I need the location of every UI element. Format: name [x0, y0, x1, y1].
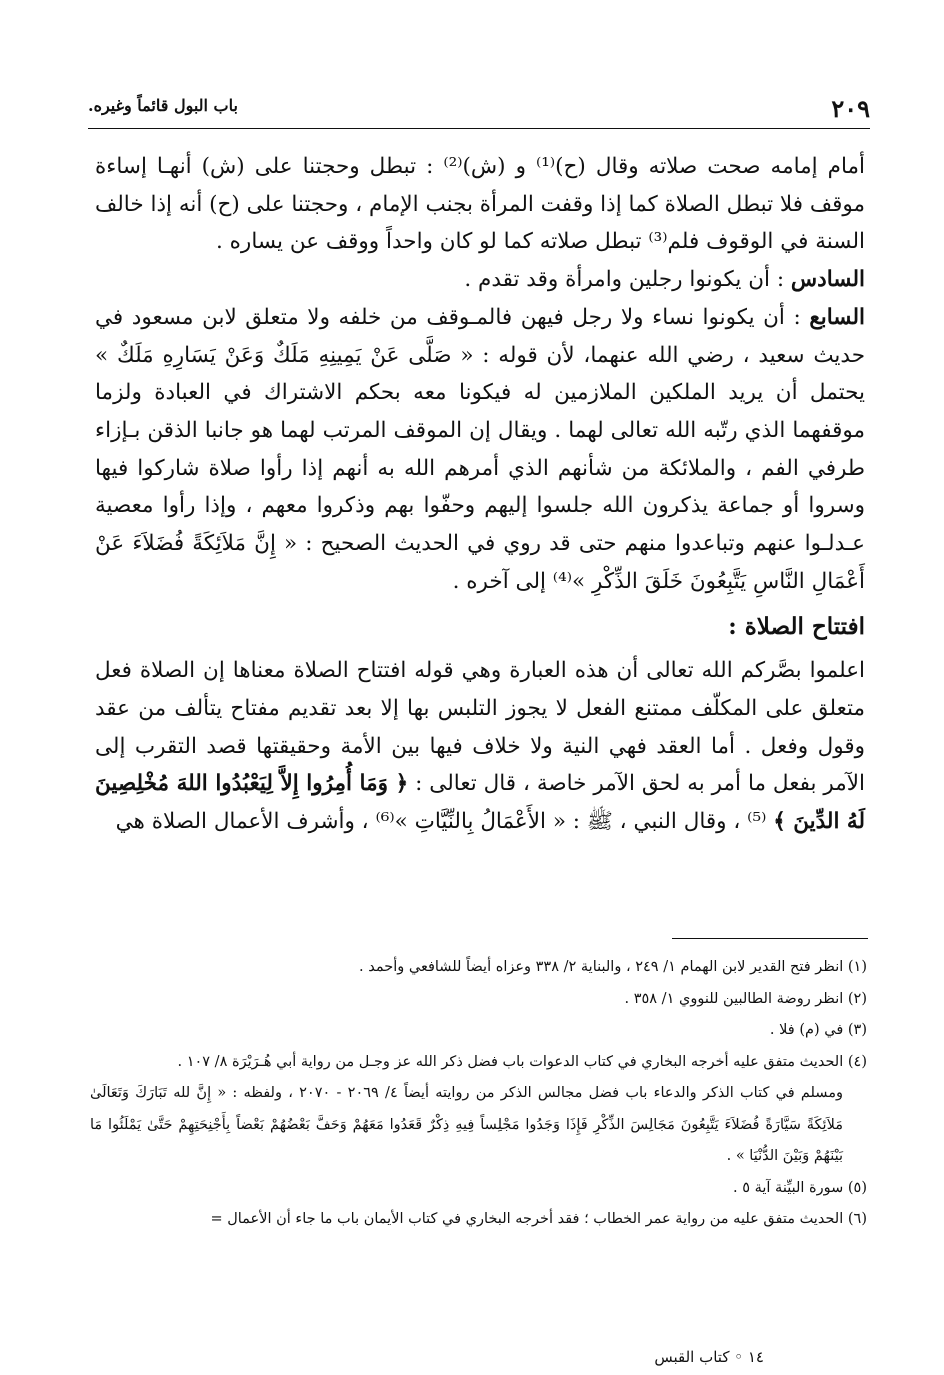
footnote-2: (٢) انظر روضة الطالبين للنووي ١/ ٣٥٨ . — [624, 990, 867, 1007]
paragraph-1: أمام إمامه صحت صلاته وقال (ح)⁽¹⁾ و (ش)⁽²⁾ : تبطل وحجتنا على (ش) أنهـا إساءة موقف فلا تبطل الصلاة كما إذا وقفت المرأة بجنب الإمام ، وحجتنا على (ح) أنه إذا خالف السنة في الوقوف فلم⁽³⁾ تبطل صلاته كما لو كان واحداً ووقف عن يساره . — [95, 154, 865, 255]
paragraph-3-text: : أن يكونوا نساء ولا رجل فيهن فالمـوقف من خلفه ولا متعلق لابن مسعود في حديث سعيد ، رضي الله عنهما، لأن قوله : « صَلَّى عَنْ يَمِينِهِ مَلَكٌ وَعَنْ يَسَارِهِ مَلَكٌ » يحتمل أن يريد الملكين الملازمين له فيكونا معه بحكم الاشتراك في العبادة ولزما موقفهما الذي رتّبه الله تعالى لهما . ويقال إن الموقف المرتب لهما هو جانبا الذقن بـإزاء طرفي الفم ، والملائكة من شأنهم الذي أمرهم الله به أنهم إذا رأوا صلاة شاركوا فيها وسروا أو جماعة يذكرون الله جلسوا إليهم وحفّوا بهم وذكروا معهم ، وإذا رأوا معصية عـدلـوا عنهم وتباعدوا منهم حتى قد روي في الحديث الصحيح : « إِنَّ مَلاَئِكَةً فُضَلاَءَ عَنْ أَعْمَالِ النَّاسِ يَتَّبِعُونَ خَلَقَ الذِّكْرِ »⁽⁴⁾ إلى آخره . — [95, 304, 865, 594]
page-header — [88, 92, 870, 126]
main-text — [95, 148, 865, 841]
paragraph-4 — [95, 652, 865, 841]
footnote-1: (١) انظر فتح القدير لابن الهمام ١/ ٢٤٩ ، والبناية ٢/ ٣٣٨ وعزاه أيضاً للشافعي وأحمد . — [359, 959, 867, 975]
footnote-6: (٦) الحديث متفق عليه من رواية عمر الخطاب ؛ فقد أخرجه البخاري في كتاب الأيمان باب ما جاء أن الأعمال = — [210, 1211, 867, 1227]
paragraph-4-text-b: ⁽⁵⁾ ، وقال النبي ، ﷺ : « الأَعْمَالُ بِالنِّيَّاتِ »⁽⁶⁾ ، وأشرف الأعمال الصلاة هي — [115, 808, 767, 834]
paragraph-2-label: السادس — [790, 267, 865, 293]
page-number: ٢٠٩ — [831, 94, 870, 123]
section-heading: افتتاح الصلاة : — [728, 613, 865, 641]
quran-verse: ﴿ وَمَا أُمِرُوا إِلاَّ لِيَعْبُدُوا اللهَ مُخْلِصِينَ لَهُ الدِّينَ ﴾ — [95, 771, 865, 834]
footnote-divider — [672, 938, 868, 939]
page-footer: ١٤ ◦ كتاب القبس — [654, 1348, 764, 1366]
paragraph-4-text-a: اعلموا بصَّركم الله تعالى أن هذه العبارة وهي قوله افتتاح الصلاة معناها إن الصلاة فعل متعلق على المكلّف ممتنع الفعل لا يجوز التلبس بها إلا بعد تقديم مفتاح يتألف من عقد وقول وفعل . أما العقد فهي النية ولا خلاف فيها بين الأمة وحقيقتها قصد التقرب إلى الآمر بفعل ما أمر به لحق الآمر خاصة ، قال تعالى : — [95, 658, 865, 797]
footnote-3: (٣) في (م) فلا . — [769, 1022, 867, 1038]
footnote-4-continued: ومسلم في كتاب الذكر والدعاء باب فضل مجالس الذكر من روايته أيضاً ٤/ ٢٠٦٩ - ٢٠٧٠ ، ولفظه : « إِنَّ لله تَبَارَكَ وَتَعَالَىٰ مَلاَئِكَةً سَيَّارَةً فُضَلاَءَ يَتَّبِعُونَ مَجَالِسَ الذِّكْرِ فَإِذَا وَجَدُوا مَجْلِساً فِيهِ ذِكْرٌ قَعَدُوا مَعَهُمْ وَحَفَّ بَعْضُهُمْ بَعْضاً بِأَجْنِحَتِهِمْ حَتَّىٰ يَمْلَئُوا مَا بَيْنَهُمْ وَبَيْنَ الدُّنْيَا » . — [90, 1085, 844, 1164]
running-title: باب البول قائماً وغيره. — [88, 96, 238, 115]
header-divider — [88, 128, 870, 129]
paragraph-3-label: السابع — [809, 304, 866, 330]
footnote-4: (٤) الحديث متفق عليه أخرجه البخاري في كتاب الدعوات باب فضل ذكر الله عز وجـل من رواية أبي هُـرَيْرَة ٨/ ١٠٧ . — [177, 1053, 867, 1070]
paragraph-3 — [95, 299, 865, 601]
footnote-5: (٥) سورة البيِّنة آية ٥ . — [732, 1179, 867, 1196]
footnotes — [90, 952, 867, 1236]
paragraph-2-text: : أن يكونوا رجلين وامرأة وقد تقدم . — [464, 267, 785, 293]
paragraph-2 — [95, 261, 865, 299]
